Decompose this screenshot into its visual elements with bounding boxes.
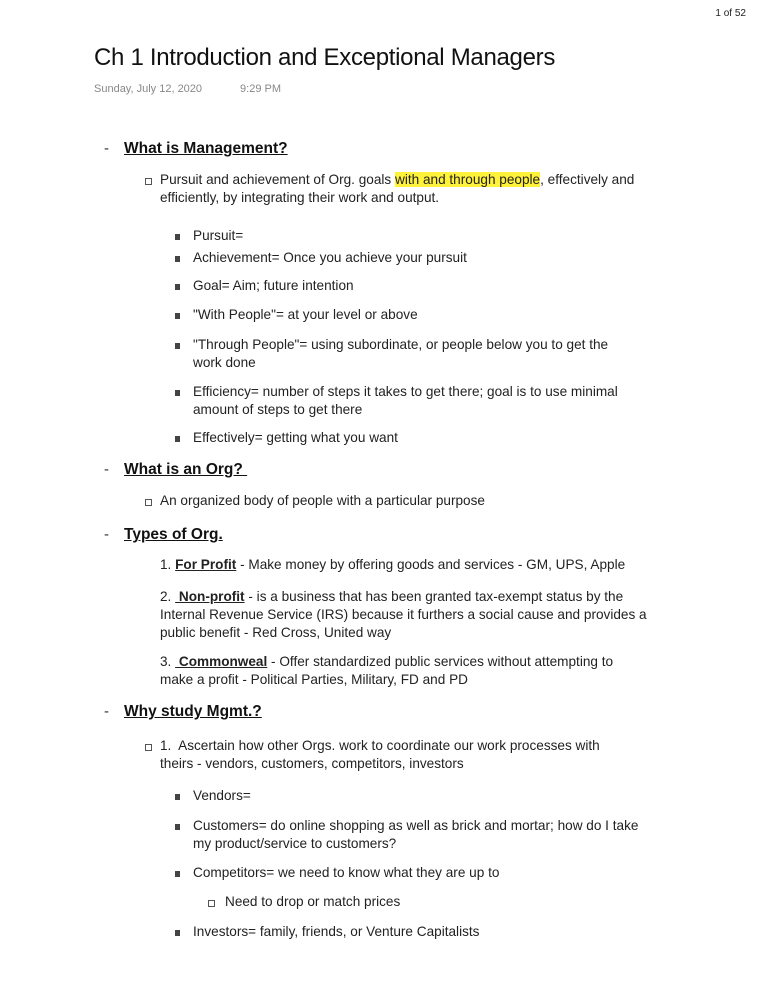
heading-types-of-org: Types of Org.	[124, 526, 223, 543]
type-number: 3.	[160, 654, 176, 669]
bullet-pursuit: Pursuit=	[193, 228, 244, 243]
dash-bullet: -	[104, 461, 109, 478]
management-definition	[160, 171, 634, 189]
dash-bullet: -	[104, 526, 109, 543]
filled-square-bullet	[175, 390, 180, 396]
note-meta	[94, 83, 281, 95]
hollow-square-bullet	[145, 178, 152, 185]
filled-square-bullet	[175, 794, 180, 800]
type-for-profit	[160, 556, 625, 574]
bullet-customers-line2: my product/service to customers?	[193, 836, 397, 851]
type-non-profit-line3: public benefit - Red Cross, United way	[160, 625, 392, 640]
hollow-square-bullet	[208, 900, 215, 907]
bullet-investors: Investors= family, friends, or Venture Capitalists	[193, 924, 480, 939]
type-commonweal	[160, 653, 613, 671]
bullet-goal: Goal= Aim; future intention	[193, 278, 354, 293]
why-item-1-line2: theirs - vendors, customers, competitors, investors	[160, 756, 464, 771]
bullet-achievement: Achievement= Once you achieve your pursuit	[193, 250, 467, 265]
bullet-competitors: Competitors= we need to know what they are up to	[193, 865, 500, 880]
hollow-square-bullet	[145, 499, 152, 506]
hollow-square-bullet	[145, 744, 152, 751]
type-commonweal-line2: make a profit - Political Parties, Military, FD and PD	[160, 672, 468, 687]
filled-square-bullet	[175, 313, 180, 319]
note-date: Sunday, July 12, 2020	[94, 83, 203, 95]
type-description: - Make money by offering goods and services - GM, UPS, Apple	[236, 557, 626, 572]
filled-square-bullet	[175, 824, 180, 830]
bullet-with-people: "With People"= at your level or above	[193, 307, 418, 322]
dash-bullet: -	[104, 140, 109, 157]
highlighted-text: with and through people	[395, 172, 541, 187]
bullet-through-people-line2: work done	[193, 355, 256, 370]
type-number: 1.	[160, 557, 176, 572]
page-title: Ch 1 Introduction and Exceptional Managers	[94, 44, 556, 71]
def-line-2: efficiently, by integrating their work and output.	[160, 190, 440, 205]
filled-square-bullet	[175, 343, 180, 349]
sub-bullet-prices: Need to drop or match prices	[225, 894, 401, 909]
filled-square-bullet	[175, 930, 180, 936]
bullet-efficiency-line2: amount of steps to get there	[193, 402, 363, 417]
heading-why-study-mgmt: Why study Mgmt.?	[124, 703, 262, 720]
org-definition: An organized body of people with a particular purpose	[160, 493, 485, 508]
heading-what-is-an-org: What is an Org?	[124, 461, 248, 478]
type-description: - Offer standardized public services without attempting to	[267, 654, 614, 669]
bullet-customers: Customers= do online shopping as well as brick and mortar; how do I take	[193, 818, 639, 833]
bullet-effectively: Effectively= getting what you want	[193, 430, 398, 445]
bullet-efficiency: Efficiency= number of steps it takes to get there; goal is to use minimal	[193, 384, 618, 399]
def-text-post: , effectively and	[540, 172, 635, 187]
type-number: 2.	[160, 589, 176, 604]
term-commonweal: Commonweal	[175, 654, 268, 669]
dash-bullet: -	[104, 703, 109, 720]
bullet-vendors: Vendors=	[193, 788, 251, 803]
def-text-pre: Pursuit and achievement of Org. goals	[160, 172, 395, 187]
term-for-profit: For Profit	[175, 557, 237, 572]
filled-square-bullet	[175, 871, 180, 877]
filled-square-bullet	[175, 256, 180, 262]
type-non-profit	[160, 588, 623, 606]
bullet-through-people: "Through People"= using subordinate, or people below you to get the	[193, 337, 609, 352]
filled-square-bullet	[175, 234, 180, 240]
note-time: 9:29 PM	[240, 83, 282, 95]
type-description: - is a business that has been granted tax-exempt status by the	[244, 589, 624, 604]
page-counter: 1 of 52	[715, 8, 746, 19]
filled-square-bullet	[175, 284, 180, 290]
term-non-profit: Non-profit	[175, 589, 245, 604]
type-non-profit-line2: Internal Revenue Service (IRS) because it furthers a social cause and provides a	[160, 607, 647, 622]
why-item-1: 1. Ascertain how other Orgs. work to coordinate our work processes with	[160, 738, 600, 753]
filled-square-bullet	[175, 436, 180, 442]
heading-what-is-management: What is Management?	[124, 140, 288, 157]
